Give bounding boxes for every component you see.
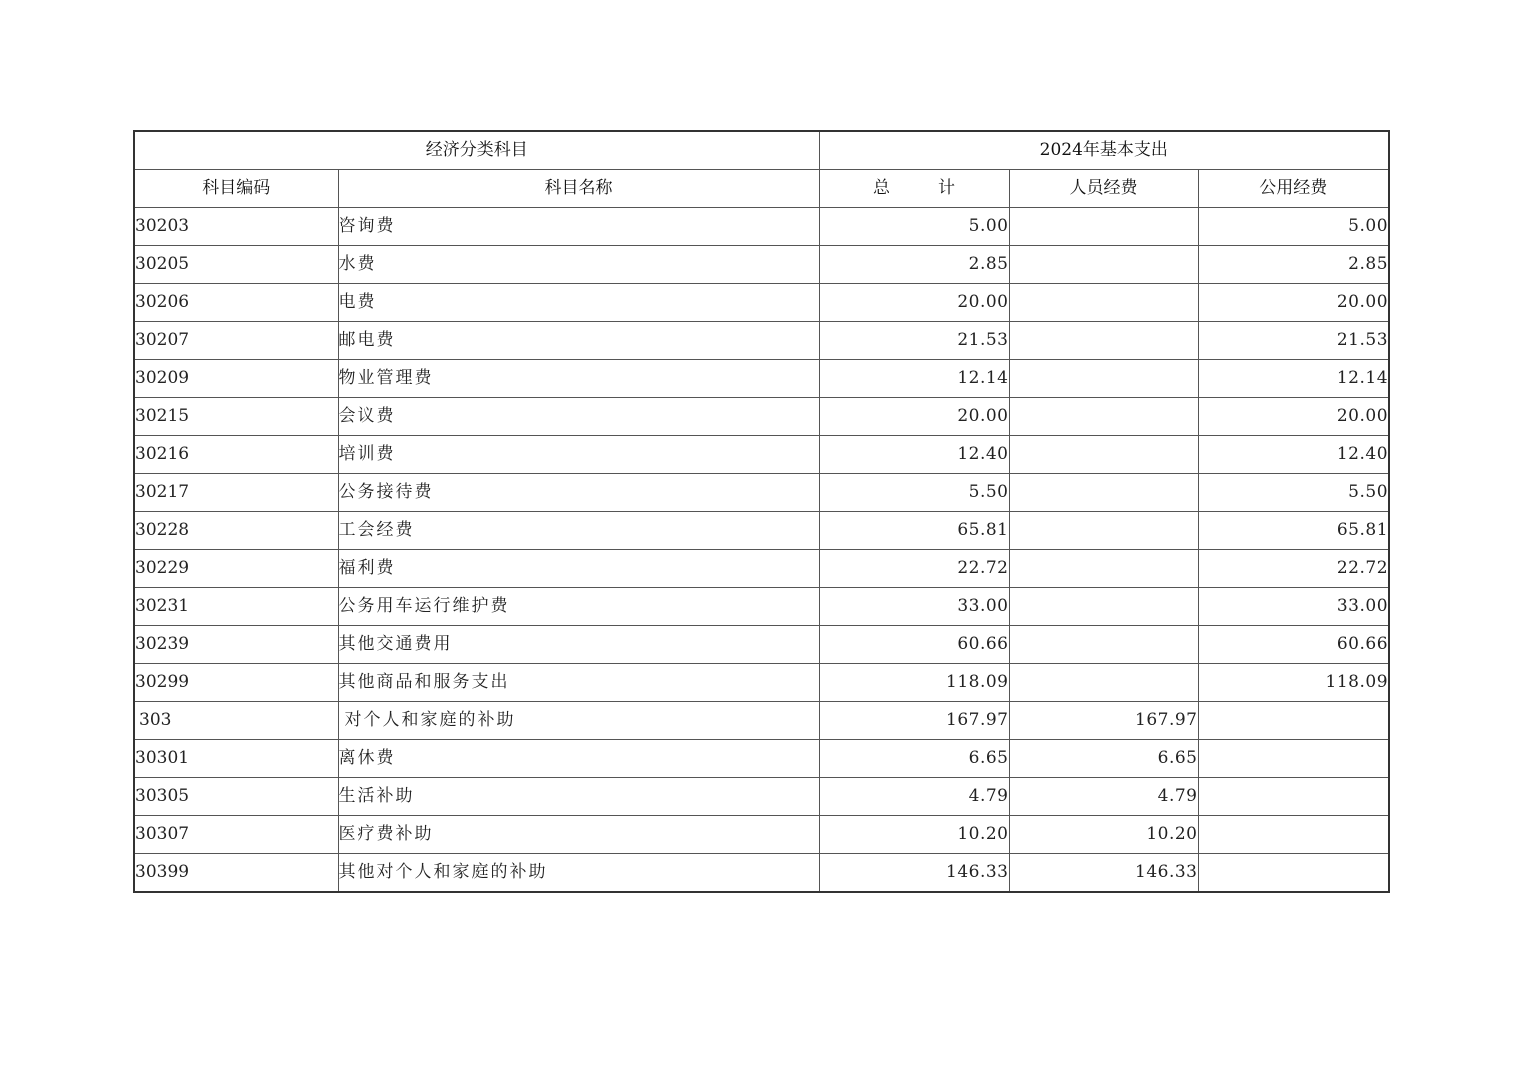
name-cell: 咨询费: [338, 208, 819, 246]
code-cell: 30209: [134, 360, 338, 398]
basic-expense-label: 年基本支出: [1082, 140, 1168, 160]
staff-cell: [1009, 284, 1198, 322]
table-body: [134, 208, 1389, 893]
staff-cell: [1009, 512, 1198, 550]
total-cell: 33.00: [819, 588, 1009, 626]
public-cell: [1198, 854, 1389, 893]
table-row: [134, 550, 1389, 588]
staff-cell: [1009, 208, 1198, 246]
public-cell: 33.00: [1198, 588, 1389, 626]
name-cell: 其他交通费用: [338, 626, 819, 664]
table-row: [134, 702, 1389, 740]
total-cell: 146.33: [819, 854, 1009, 893]
total-cell: 118.09: [819, 664, 1009, 702]
table-row: [134, 816, 1389, 854]
public-cell: 12.40: [1198, 436, 1389, 474]
staff-cell: 146.33: [1009, 854, 1198, 893]
total-cell: 21.53: [819, 322, 1009, 360]
table-row: [134, 246, 1389, 284]
table-row: [134, 398, 1389, 436]
public-cell: 22.72: [1198, 550, 1389, 588]
table-row: [134, 778, 1389, 816]
total-cell: 5.50: [819, 474, 1009, 512]
name-cell: 对个人和家庭的补助: [338, 702, 819, 740]
code-cell: 30228: [134, 512, 338, 550]
table-row: [134, 284, 1389, 322]
total-cell: 167.97: [819, 702, 1009, 740]
table-row: [134, 512, 1389, 550]
table-row: [134, 740, 1389, 778]
name-cell: 培训费: [338, 436, 819, 474]
code-cell: 303: [134, 702, 338, 740]
total-cell: 20.00: [819, 398, 1009, 436]
table-row: [134, 854, 1389, 893]
name-cell: 邮电费: [338, 322, 819, 360]
code-cell: 30305: [134, 778, 338, 816]
total-cell: 4.79: [819, 778, 1009, 816]
staff-cell: [1009, 626, 1198, 664]
code-cell: 30216: [134, 436, 338, 474]
table-row: [134, 208, 1389, 246]
staff-cell: 167.97: [1009, 702, 1198, 740]
header-row-top: [134, 131, 1389, 170]
total-cell: 10.20: [819, 816, 1009, 854]
table-row: [134, 322, 1389, 360]
header-row-columns: [134, 170, 1389, 208]
name-cell: 医疗费补助: [338, 816, 819, 854]
table-row: [134, 626, 1389, 664]
name-cell: 其他对个人和家庭的补助: [338, 854, 819, 893]
staff-cell: [1009, 322, 1198, 360]
name-cell: 生活补助: [338, 778, 819, 816]
code-cell: 30205: [134, 246, 338, 284]
total-cell: 2.85: [819, 246, 1009, 284]
public-cell: 5.00: [1198, 208, 1389, 246]
staff-cell: [1009, 246, 1198, 284]
staff-cell: [1009, 474, 1198, 512]
staff-cell: 6.65: [1009, 740, 1198, 778]
staff-column-header: 人员经费: [1009, 170, 1198, 208]
name-cell: 福利费: [338, 550, 819, 588]
total-cell: 6.65: [819, 740, 1009, 778]
name-cell: 公务接待费: [338, 474, 819, 512]
name-cell: 离休费: [338, 740, 819, 778]
table-row: [134, 588, 1389, 626]
year-label: 2024: [1039, 140, 1083, 160]
public-column-header: 公用经费: [1198, 170, 1389, 208]
public-cell: 20.00: [1198, 398, 1389, 436]
total-label-b: 计: [938, 178, 955, 198]
total-cell: 12.14: [819, 360, 1009, 398]
staff-cell: [1009, 588, 1198, 626]
basic-expense-table: [133, 130, 1390, 893]
code-cell: 30299: [134, 664, 338, 702]
public-cell: [1198, 702, 1389, 740]
public-cell: 65.81: [1198, 512, 1389, 550]
code-cell: 30215: [134, 398, 338, 436]
staff-cell: 10.20: [1009, 816, 1198, 854]
staff-cell: [1009, 664, 1198, 702]
name-cell: 电费: [338, 284, 819, 322]
staff-cell: [1009, 550, 1198, 588]
public-cell: 21.53: [1198, 322, 1389, 360]
code-cell: 30239: [134, 626, 338, 664]
public-cell: 118.09: [1198, 664, 1389, 702]
code-cell: 30307: [134, 816, 338, 854]
code-column-header: 科目编码: [134, 170, 338, 208]
total-label-a: 总: [873, 178, 890, 198]
code-cell: 30231: [134, 588, 338, 626]
total-cell: 22.72: [819, 550, 1009, 588]
table-row: [134, 474, 1389, 512]
table-row: [134, 664, 1389, 702]
name-cell: 其他商品和服务支出: [338, 664, 819, 702]
public-cell: 20.00: [1198, 284, 1389, 322]
total-cell: 5.00: [819, 208, 1009, 246]
name-cell: 公务用车运行维护费: [338, 588, 819, 626]
total-cell: 12.40: [819, 436, 1009, 474]
public-cell: [1198, 740, 1389, 778]
total-cell: 65.81: [819, 512, 1009, 550]
code-cell: 30301: [134, 740, 338, 778]
staff-cell: [1009, 436, 1198, 474]
public-cell: 12.14: [1198, 360, 1389, 398]
code-cell: 30207: [134, 322, 338, 360]
public-cell: [1198, 816, 1389, 854]
code-cell: 30206: [134, 284, 338, 322]
code-cell: 30399: [134, 854, 338, 893]
name-column-header: 科目名称: [338, 170, 819, 208]
total-cell: 20.00: [819, 284, 1009, 322]
public-cell: [1198, 778, 1389, 816]
public-cell: 60.66: [1198, 626, 1389, 664]
total-cell: 60.66: [819, 626, 1009, 664]
name-cell: 工会经费: [338, 512, 819, 550]
staff-cell: 4.79: [1009, 778, 1198, 816]
table-row: [134, 360, 1389, 398]
econ-category-header: 经济分类科目: [134, 131, 819, 170]
staff-cell: [1009, 398, 1198, 436]
public-cell: 5.50: [1198, 474, 1389, 512]
name-cell: 会议费: [338, 398, 819, 436]
year-expense-header: [819, 131, 1389, 170]
code-cell: 30203: [134, 208, 338, 246]
staff-cell: [1009, 360, 1198, 398]
public-cell: 2.85: [1198, 246, 1389, 284]
code-cell: 30217: [134, 474, 338, 512]
code-cell: 30229: [134, 550, 338, 588]
name-cell: 水费: [338, 246, 819, 284]
name-cell: 物业管理费: [338, 360, 819, 398]
total-column-header: [819, 170, 1009, 208]
table-row: [134, 436, 1389, 474]
